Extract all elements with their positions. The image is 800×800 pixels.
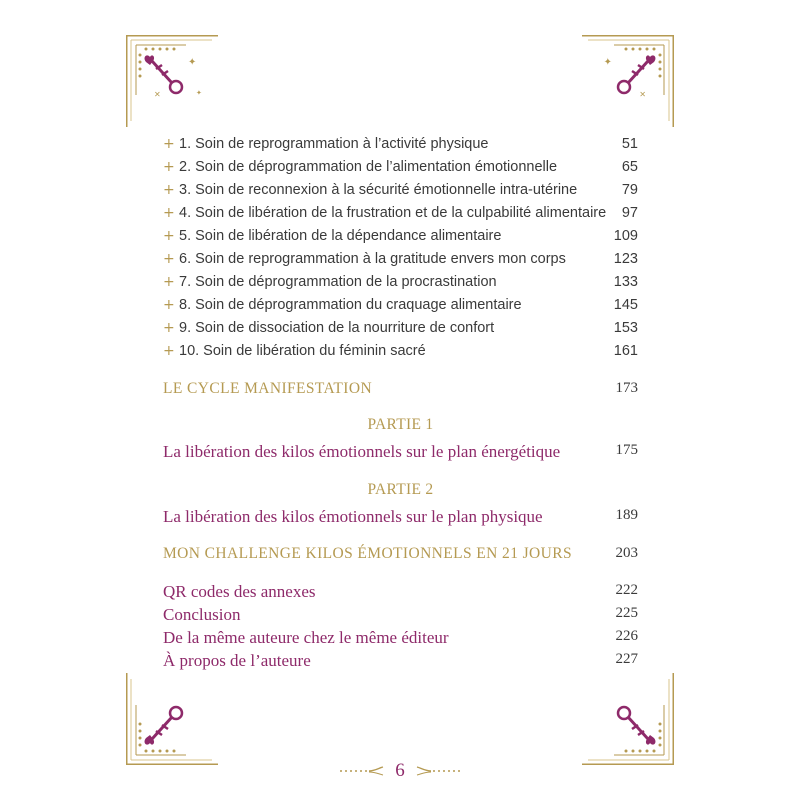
toc-subitem[interactable] xyxy=(163,297,638,319)
toc-subitem-page: 51 xyxy=(621,136,638,152)
toc-subitem[interactable] xyxy=(163,251,638,273)
key-heart-icon xyxy=(582,35,674,127)
toc-subitem-label: 4. Soin de libération de la frustration et de la culpabilité alimentaire xyxy=(179,205,607,221)
dotted-flourish-right-icon xyxy=(415,766,461,776)
toc-subitem[interactable] xyxy=(163,159,638,181)
toc-subitem[interactable] xyxy=(163,320,638,342)
plus-bullet-icon: + xyxy=(163,136,175,152)
svg-text:✕: ✕ xyxy=(154,90,161,99)
section-title: MON CHALLENGE KILOS ÉMOTIONNELS EN 21 JOURS xyxy=(163,545,572,562)
toc-annex-item[interactable] xyxy=(163,628,638,650)
toc-chapter-part2[interactable] xyxy=(163,507,638,529)
annex-title: QR codes des annexes xyxy=(163,582,316,601)
toc-subitem-label: 10. Soin de libération du féminin sacré xyxy=(179,343,426,359)
chapter-title: La libération des kilos émotionnels sur le plan physique xyxy=(163,507,543,526)
toc-subitem-label: 2. Soin de déprogrammation de l’alimentation émotionnelle xyxy=(179,159,558,175)
annex-page: 227 xyxy=(615,651,638,667)
plus-bullet-icon: + xyxy=(163,297,175,313)
svg-text:✦: ✦ xyxy=(196,89,202,97)
section-page: 173 xyxy=(615,380,638,396)
corner-ornament-top-left xyxy=(126,35,218,127)
toc-subitem-page: 133 xyxy=(613,274,638,290)
svg-text:✦: ✦ xyxy=(188,57,197,68)
toc-subitem[interactable] xyxy=(163,136,638,158)
plus-bullet-icon: + xyxy=(163,228,175,244)
toc-subitem[interactable] xyxy=(163,274,638,296)
toc-subitem-page: 65 xyxy=(621,159,638,175)
toc-subitem-label: 3. Soin de reconnexion à la sécurité émotionnelle intra-utérine xyxy=(179,182,578,198)
toc-subitem-label: 7. Soin de déprogrammation de la procrastination xyxy=(179,274,497,290)
corner-ornament-top-right xyxy=(582,35,674,127)
toc-subitem-label: 5. Soin de libération de la dépendance alimentaire xyxy=(179,228,502,244)
toc-subitem-page: 161 xyxy=(613,343,638,359)
toc-annex-item[interactable] xyxy=(163,582,638,604)
toc-subitem[interactable] xyxy=(163,228,638,250)
corner-ornament-bottom-left xyxy=(126,673,218,765)
toc-subitem-label: 1. Soin de reprogrammation à l’activité physique xyxy=(179,136,489,152)
key-heart-icon xyxy=(126,35,218,127)
annex-page: 226 xyxy=(615,628,638,644)
toc-subitem[interactable] xyxy=(163,205,638,227)
plus-bullet-icon: + xyxy=(163,182,175,198)
part-heading-2: PARTIE 2 xyxy=(367,481,434,498)
toc-section-challenge[interactable] xyxy=(163,545,638,567)
toc-subitem-page: 109 xyxy=(613,228,638,244)
section-title: LE CYCLE MANIFESTATION xyxy=(163,380,373,397)
plus-bullet-icon: + xyxy=(163,343,175,359)
toc-subitem-page: 97 xyxy=(621,205,638,221)
plus-bullet-icon: + xyxy=(163,159,175,175)
toc-subitem-page: 145 xyxy=(613,297,638,313)
part-heading-1: PARTIE 1 xyxy=(367,416,434,433)
svg-text:✦: ✦ xyxy=(603,57,612,68)
annex-page: 222 xyxy=(615,582,638,598)
corner-ornament-bottom-right xyxy=(582,673,674,765)
dotted-flourish-left-icon xyxy=(339,766,385,776)
toc-section-cycle[interactable] xyxy=(163,380,638,402)
toc-chapter-part1[interactable] xyxy=(163,442,638,464)
page-number: 6 xyxy=(395,760,405,781)
toc-subitem-page: 123 xyxy=(613,251,638,267)
toc-subitem[interactable] xyxy=(163,343,638,365)
chapter-page: 189 xyxy=(615,507,638,523)
key-heart-icon xyxy=(126,673,218,765)
toc-subitem-page: 79 xyxy=(621,182,638,198)
plus-bullet-icon: + xyxy=(163,274,175,290)
annex-page: 225 xyxy=(615,605,638,621)
svg-text:✕: ✕ xyxy=(639,90,646,99)
toc-subitem-label: 9. Soin de dissociation de la nourriture de confort xyxy=(179,320,495,336)
toc-subitem-label: 8. Soin de déprogrammation du craquage alimentaire xyxy=(179,297,522,313)
annex-title: À propos de l’auteure xyxy=(163,651,311,670)
plus-bullet-icon: + xyxy=(163,205,175,221)
toc-annex-item[interactable] xyxy=(163,605,638,627)
chapter-page: 175 xyxy=(615,442,638,458)
annex-title: De la même auteure chez le même éditeur xyxy=(163,628,449,647)
chapter-title: La libération des kilos émotionnels sur le plan énergétique xyxy=(163,442,561,461)
section-page: 203 xyxy=(615,545,638,561)
plus-bullet-icon: + xyxy=(163,251,175,267)
page-footer xyxy=(0,760,800,786)
toc-subitem[interactable] xyxy=(163,182,638,204)
plus-bullet-icon: + xyxy=(163,320,175,336)
annex-title: Conclusion xyxy=(163,605,241,624)
key-heart-icon xyxy=(582,673,674,765)
toc-subitem-page: 153 xyxy=(613,320,638,336)
toc-annex-item[interactable] xyxy=(163,651,638,673)
toc-subitem-label: 6. Soin de reprogrammation à la gratitude envers mon corps xyxy=(179,251,566,267)
